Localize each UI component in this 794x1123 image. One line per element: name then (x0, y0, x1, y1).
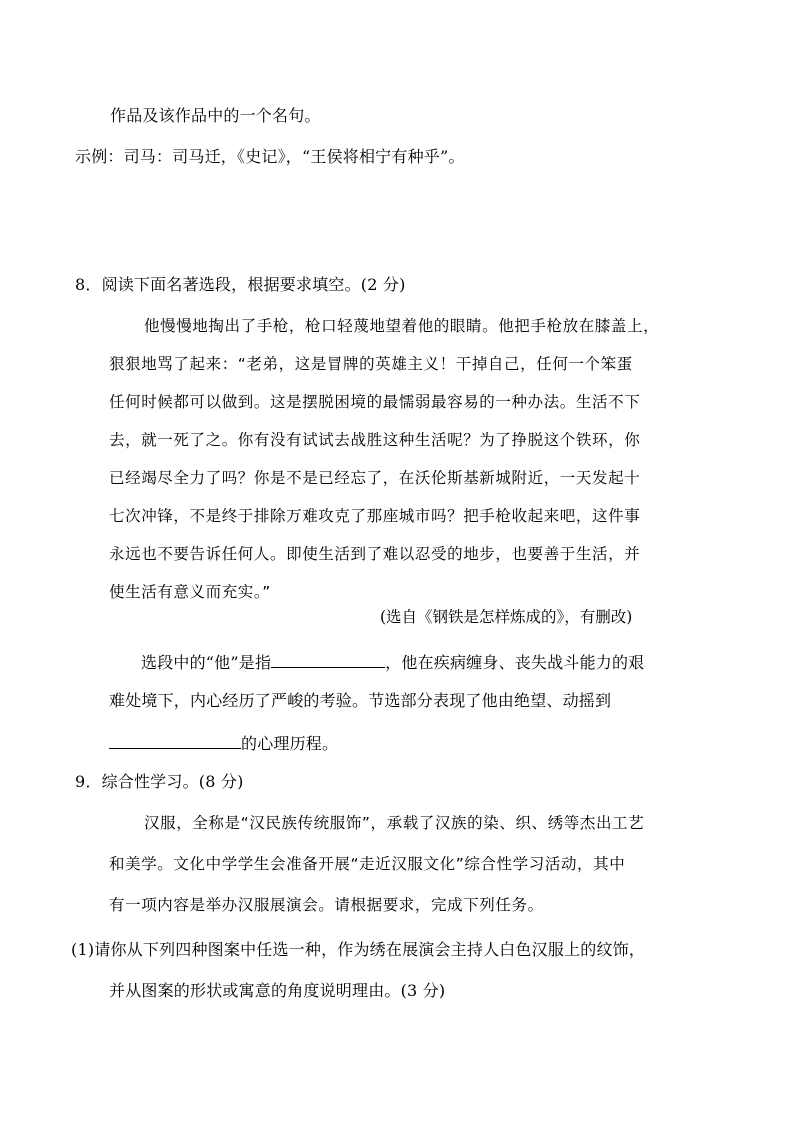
q8-passage-line-3: 任何时候都可以做到。这是摆脱困境的最懦弱最容易的一种办法。生活不下 (109, 393, 641, 411)
q8-source: (选自《钢铁是怎样炼成的》，有删改) (380, 608, 633, 626)
q9-header: 9．综合性学习。(8 分) (75, 772, 244, 791)
answer-blank-1[interactable] (271, 649, 385, 668)
answer-blank-2[interactable] (109, 730, 241, 749)
q8-question-text-c: 的心理历程。 (241, 734, 339, 753)
q8-passage-line-7: 永远也不要告诉任何人。即使生活到了难以忍受的地步，也要善于生活，并 (109, 545, 641, 563)
q8-question-line-3 (109, 730, 338, 756)
q8-question-line-1 (141, 649, 644, 675)
q8-passage-line-1: 他慢慢地掏出了手枪，枪口轻蔑地望着他的眼睛。他把手枪放在膝盖上， (144, 317, 660, 335)
q9-passage-line-3: 有一项内容是举办汉服展演会。请根据要求，完成下列任务。 (109, 896, 544, 914)
q9-passage-line-1: 汉服，全称是“汉民族传统服饰”，承载了汉族的染、织、绣等杰出工艺 (144, 814, 645, 832)
q8-header: 8．阅读下面名著选段，根据要求填空。(2 分) (75, 275, 406, 294)
q8-passage-line-2: 狠狠地骂了起来：“老弟，这是冒牌的英雄主义！干掉自己，任何一个笨蛋 (109, 355, 633, 373)
q9-sub1-line-2: 并从图案的形状或寓意的角度说明理由。(3 分) (109, 981, 446, 1000)
q8-passage-line-5: 已经竭尽全力了吗？你是不是已经忘了，在沃伦斯基新城附近，一天发起十 (109, 469, 641, 487)
q9-passage-line-2: 和美学。文化中学学生会准备开展“走近汉服文化”综合性学习活动，其中 (109, 855, 626, 873)
q8-question-text-b: ，他在疾病缠身、丧失战斗能力的艰 (385, 653, 645, 672)
q8-question-line-2: 难处境下，内心经历了严峻的考验。节选部分表现了他由绝望、动摇到 (109, 691, 612, 710)
q8-question-text-a: 选段中的“他”是指 (141, 653, 272, 672)
q8-passage-line-4: 去，就一死了之。你有没有试试去战胜这种生活呢？为了挣脱这个铁环，你 (109, 431, 641, 449)
q8-passage-line-6: 七次冲锋，不是终于排除万难攻克了那座城市吗？把手枪收起来吧，这件事 (109, 507, 641, 525)
intro-line-1: 作品及该作品中的一个名句。 (110, 106, 321, 125)
q8-passage-line-8: 使生活有意义而充实。” (109, 583, 271, 601)
example-line: 示例：司马：司马迁，《史记》，“王侯将相宁有种乎”。 (75, 147, 465, 166)
q9-sub1-line-1: (1)请你从下列四种图案中任选一种，作为绣在展演会主持人白色汉服上的纹饰， (71, 940, 646, 959)
